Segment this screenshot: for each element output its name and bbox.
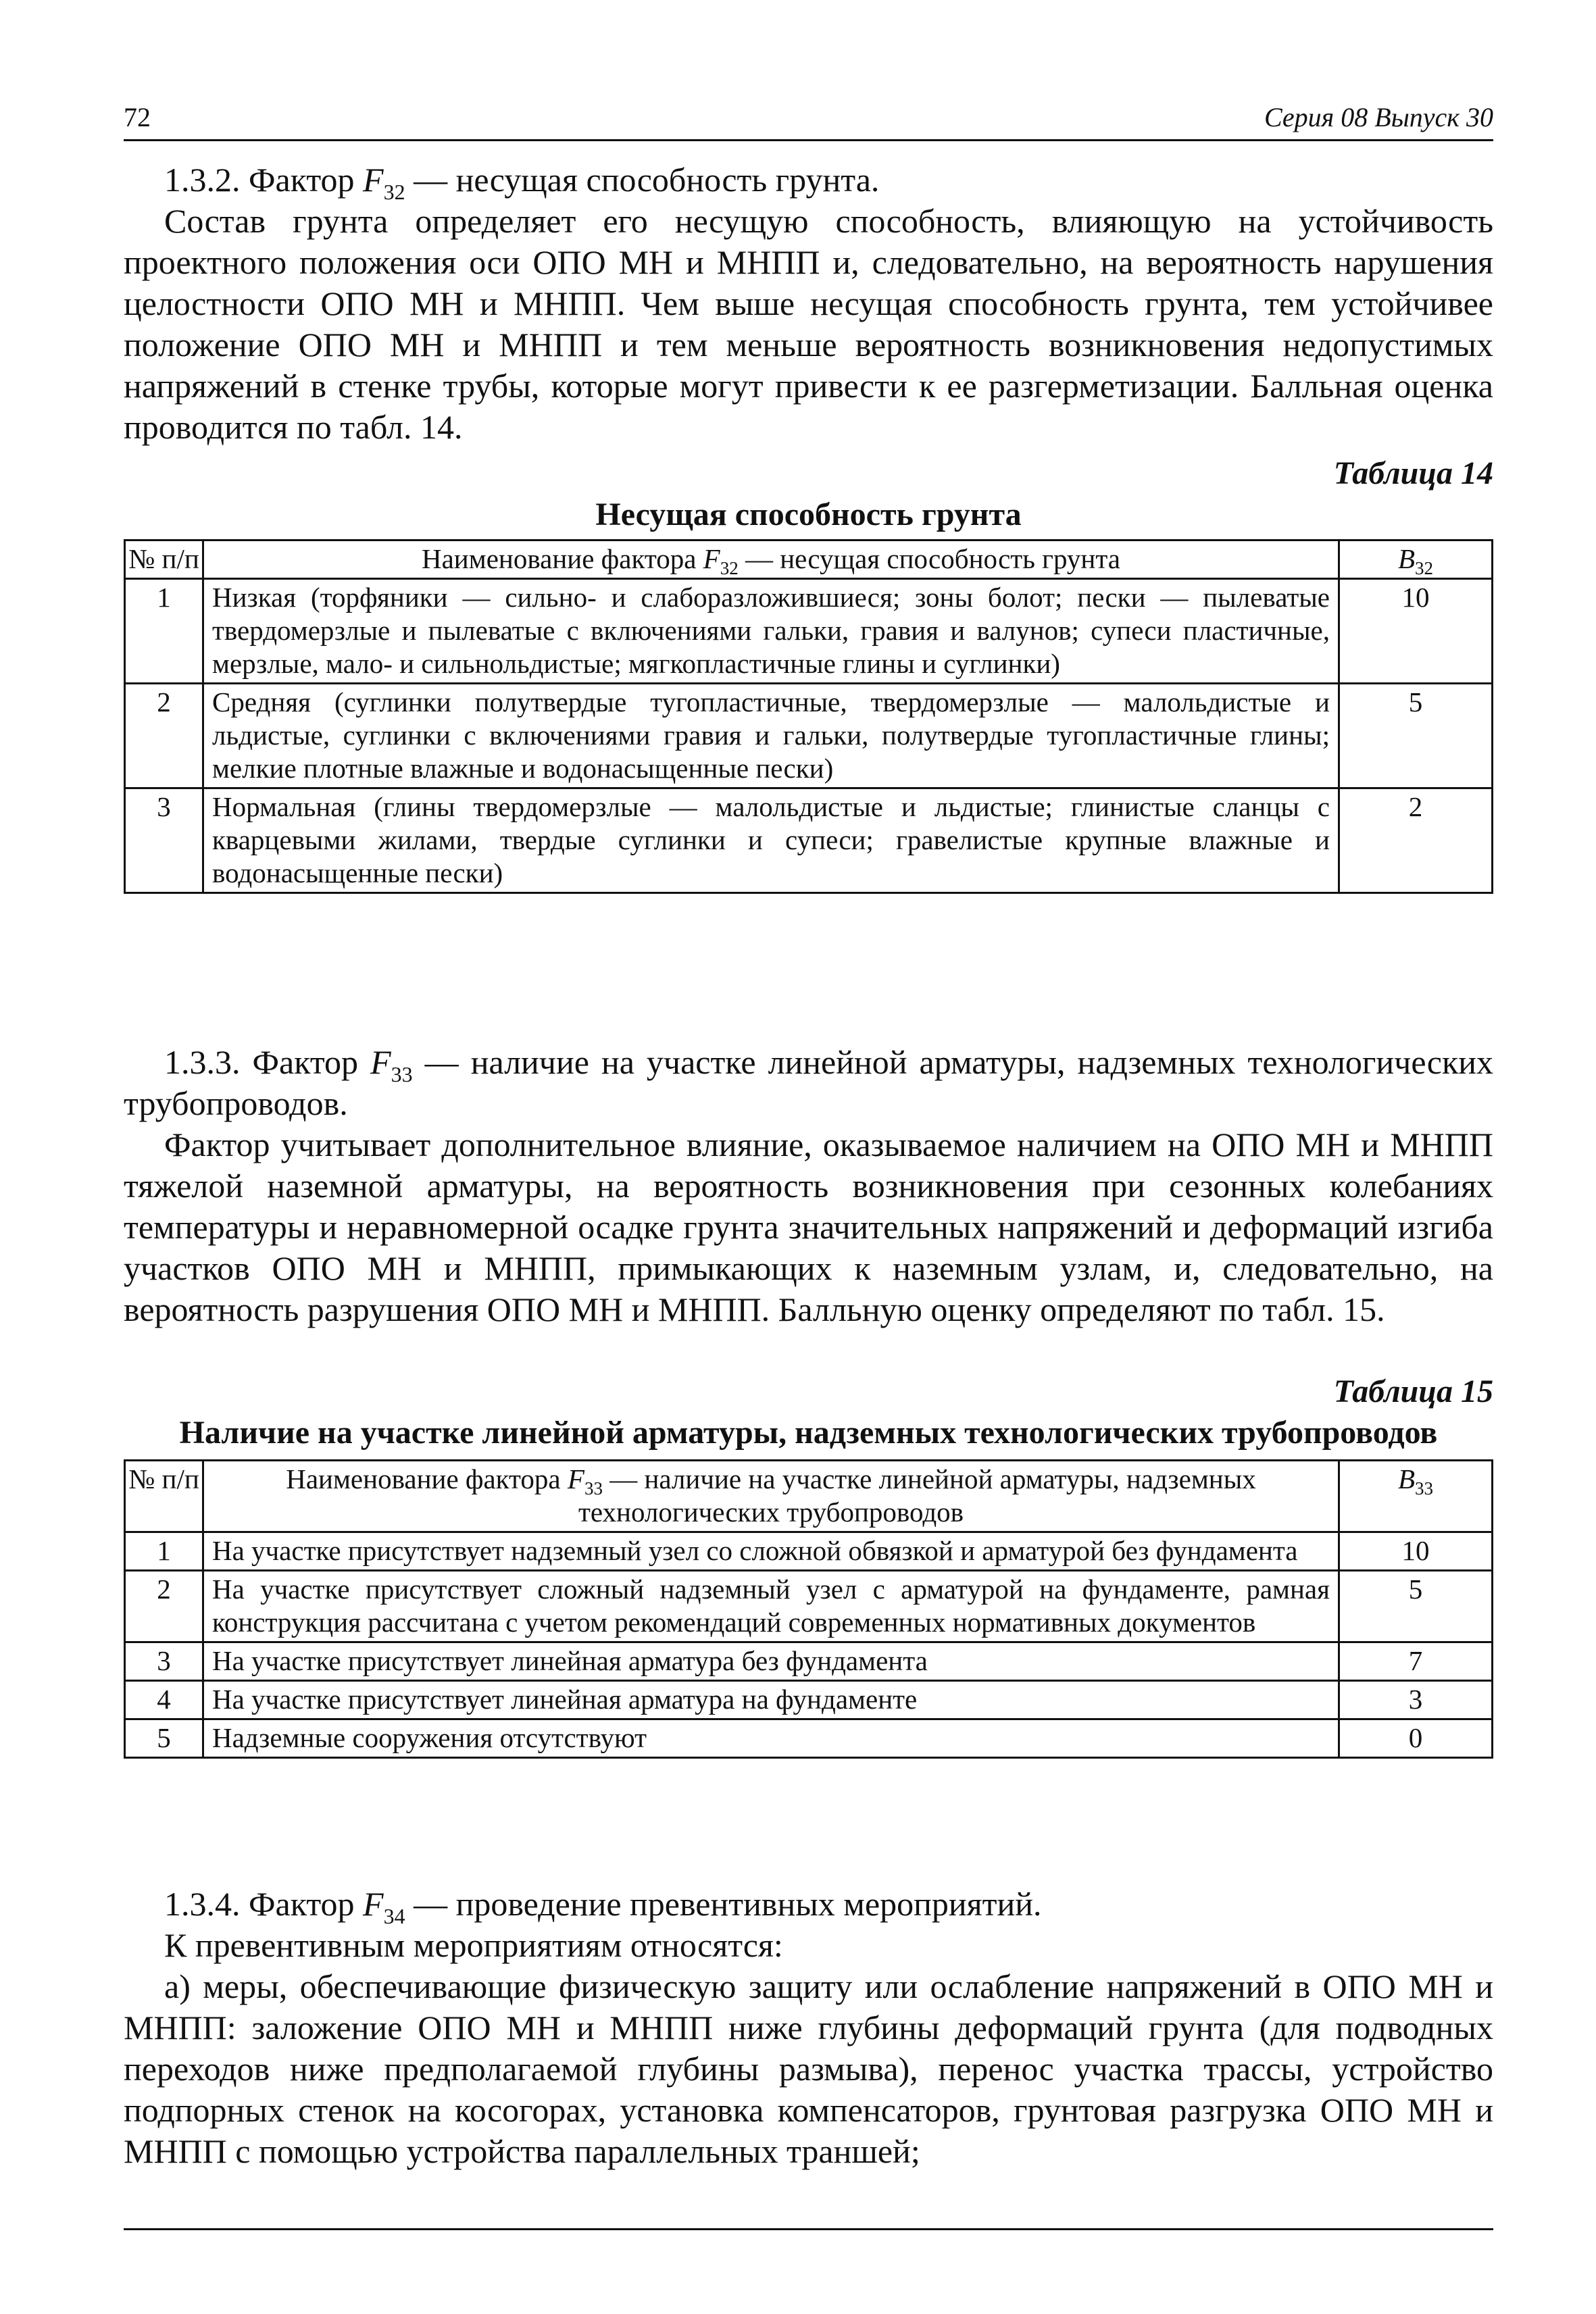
row-num: 3 — [125, 1642, 203, 1681]
table14-title: Несущая способность грунта — [595, 497, 1022, 532]
table14-label: Таблица 14 — [1333, 455, 1493, 491]
factor-letter: F — [363, 1885, 384, 1923]
section-f33-paragraph: Фактор учитывает дополнительное влияние, оказываемое наличием на ОПО МН и МНПП тяжелой наземной арматуры, на вероятность возникновения при сезонных колебаниях температуры и неравномерной осадке грунта значительных напряжений и деформаций изгиба участков ОПО МН и МНПП, примыкающих к наземным узлам, и, следовательно, на вероятность разрушения ОПО МН и МНПП. Балльную оценку определяют по табл. 15. — [124, 1126, 1493, 1328]
heading-rest: — несущая способность грунта. — [405, 161, 880, 199]
row-name: На участке присутствует сложный надземный узел с арматурой на фундаменте, рамная конструкция рассчитана с учетом рекомендаций современных нормативных документов — [203, 1571, 1339, 1642]
series-title: Серия 08 Выпуск 30 — [1264, 102, 1493, 132]
header-num: № п/п — [125, 540, 203, 579]
header-name-rest: — наличие на участке линейной арматуры, надземных технологических трубопроводов — [578, 1463, 1256, 1528]
section-f34-heading — [124, 1884, 1493, 1928]
points-subscript: 33 — [1415, 1478, 1434, 1499]
header-name-rest: — несущая способность грунта — [738, 543, 1120, 574]
section-f32-paragraph: Состав грунта определяет его несущую способность, влияющую на устойчивость проектного положения оси ОПО МН и МНПП и, следовательно, на вероятность нарушения целостности ОПО МН и МНПП. Чем выше несущая способность грунта, тем устойчивее положение ОПО МН и МНПП и тем меньше вероятность возникновения недопустимых напряжений в стенке трубы, которые могут привести к ее разгерметизации. Балльная оценка проводится по табл. 14. — [124, 202, 1493, 446]
table-row — [125, 684, 1493, 788]
table-row — [125, 1571, 1493, 1642]
row-points: 7 — [1339, 1642, 1493, 1681]
row-name: Низкая (торфяники — сильно- и слаборазложившиеся; зоны болот; пески — пылеватые твердомерзлые и пылеватые с включениями гальки, гравия и валунов; супеси пластичные, мерзлые, мало- и сильнольдистые; мягкопластичные глины и суглинки) — [203, 579, 1339, 684]
heading-prefix: 1.3.4. Фактор — [164, 1885, 364, 1923]
header-factor-subscript: 33 — [584, 1478, 603, 1499]
table14 — [124, 539, 1493, 894]
factor-letter: F — [363, 161, 384, 199]
heading-rest: — проведение превентивных мероприятий. — [405, 1885, 1042, 1923]
factor-letter: F — [370, 1043, 391, 1081]
row-num: 5 — [125, 1719, 203, 1758]
table-row — [125, 788, 1493, 893]
row-points: 5 — [1339, 1571, 1493, 1642]
heading-rest: — наличие на участке линейной арматуры, надземных технологических трубопроводов. — [124, 1043, 1493, 1122]
section-f34-item-a: а) меры, обеспечивающие физическую защиту или ослабление напряжений в ОПО МН и МНПП: заложение ОПО МН и МНПП ниже глубины деформаций грунта (для подводных переходов ниже предполагаемой глубины размыва), перенос участка трассы, устройство подпорных стенок на косогорах, установка компенсаторов, грунтовая разгрузка ОПО МН и МНПП с помощью устройства параллельных траншей; — [124, 1967, 1493, 2170]
section-f33-heading — [124, 1042, 1493, 1124]
header-factor-letter: F — [703, 543, 720, 574]
header-num: № п/п — [125, 1461, 203, 1532]
row-num: 1 — [125, 1532, 203, 1571]
row-name: На участке присутствует надземный узел со сложной обвязкой и арматурой без фундамента — [203, 1532, 1339, 1571]
section-f32-heading — [124, 159, 1493, 204]
page-header — [124, 101, 1493, 141]
row-points: 3 — [1339, 1681, 1493, 1719]
table15-title: Наличие на участке линейной арматуры, надземных технологических трубопроводов — [179, 1415, 1438, 1451]
header-points — [1339, 540, 1493, 579]
row-num: 2 — [125, 1571, 203, 1642]
table-row — [125, 1719, 1493, 1758]
factor-subscript: 34 — [383, 1904, 405, 1928]
table15 — [124, 1459, 1493, 1759]
row-num: 4 — [125, 1681, 203, 1719]
row-name: На участке присутствует линейная арматура на фундаменте — [203, 1681, 1339, 1719]
points-letter: B — [1397, 543, 1416, 574]
header-factor-subscript: 32 — [720, 558, 739, 578]
table-row — [125, 1642, 1493, 1681]
header-factor-letter: F — [567, 1463, 584, 1494]
row-name: На участке присутствует линейная арматура без фундамента — [203, 1642, 1339, 1681]
header-name — [203, 1461, 1339, 1532]
page-number: 72 — [124, 102, 151, 132]
table-header-row — [125, 1461, 1493, 1532]
row-name: Нормальная (глины твердомерзлые — малольдистые и льдистые; глинистые сланцы с кварцевыми жилами, твердые суглинки и супеси; гравелистые крупные влажные и водонасыщенные пески) — [203, 788, 1339, 893]
table15-label: Таблица 15 — [1333, 1374, 1493, 1409]
row-name: Надземные сооружения отсутствуют — [203, 1719, 1339, 1758]
row-points: 2 — [1339, 788, 1493, 893]
header-name-prefix: Наименование фактора — [286, 1463, 568, 1494]
heading-prefix: 1.3.2. Фактор — [164, 161, 364, 199]
header-name — [203, 540, 1339, 579]
row-points: 5 — [1339, 684, 1493, 788]
footer-rule — [124, 2228, 1493, 2230]
factor-subscript: 32 — [383, 180, 405, 204]
row-name: Средняя (суглинки полутвердые тугопластичные, твердомерзлые — малольдистые и льдистые, суглинки с включениями гравия и гальки, полутвердые тугопластичные глины; мелкие плотные влажные и водонасыщенные пески) — [203, 684, 1339, 788]
row-num: 1 — [125, 579, 203, 684]
table-row — [125, 1532, 1493, 1571]
factor-subscript: 33 — [391, 1062, 413, 1086]
header-name-prefix: Наименование фактора — [422, 543, 703, 574]
table-header-row — [125, 540, 1493, 579]
row-points: 0 — [1339, 1719, 1493, 1758]
table-row — [125, 1681, 1493, 1719]
section-f34-intro: К превентивным мероприятиям относятся: — [164, 1926, 783, 1964]
points-letter: B — [1397, 1463, 1416, 1494]
row-points: 10 — [1339, 1532, 1493, 1571]
row-points: 10 — [1339, 579, 1493, 684]
row-num: 2 — [125, 684, 203, 788]
header-points — [1339, 1461, 1493, 1532]
points-subscript: 32 — [1415, 558, 1434, 578]
row-num: 3 — [125, 788, 203, 893]
heading-prefix: 1.3.3. Фактор — [164, 1043, 371, 1081]
table-row — [125, 579, 1493, 684]
